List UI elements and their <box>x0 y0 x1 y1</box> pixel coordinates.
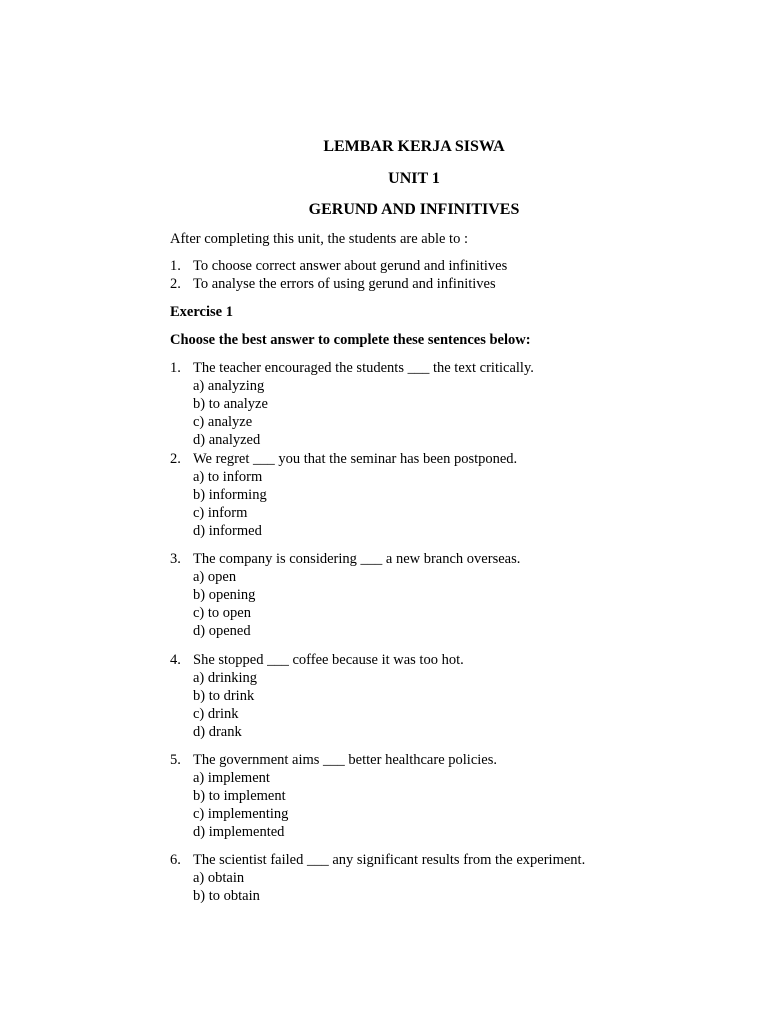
question-text: The teacher encouraged the students ___ the text critically. <box>193 360 534 376</box>
question-stem <box>170 851 730 869</box>
exercise-title: Exercise 1 <box>170 304 233 320</box>
answer-option: b) to analyze <box>193 396 268 412</box>
objectives-list <box>170 257 730 293</box>
answer-option: c) drink <box>193 706 239 722</box>
question-number: 1. <box>170 360 181 376</box>
topic-title: GERUND AND INFINITIVES <box>308 201 520 218</box>
question-text: We regret ___ you that the seminar has been postponed. <box>193 451 518 467</box>
question-number: 5. <box>170 752 181 768</box>
question-stem <box>170 751 730 769</box>
answer-option: b) to drink <box>193 688 255 704</box>
question-number: 6. <box>170 852 181 868</box>
objective-item <box>170 257 730 275</box>
answer-option: c) analyze <box>193 414 253 430</box>
answer-option: a) to inform <box>193 469 263 485</box>
worksheet-title: LEMBAR KERJA SISWA <box>323 138 505 155</box>
objective-number: 2. <box>170 276 181 292</box>
objective-item <box>170 275 730 293</box>
question-text: The scientist failed ___ any significant results from the experiment. <box>193 852 586 868</box>
question-number: 4. <box>170 652 181 668</box>
answer-option: a) drinking <box>193 670 258 686</box>
answer-option: a) open <box>193 569 237 585</box>
answer-option: d) implemented <box>193 824 285 840</box>
objective-text: To choose correct answer about gerund and infinitives <box>193 258 508 274</box>
answer-option: b) informing <box>193 487 267 503</box>
unit-title: UNIT 1 <box>388 170 440 187</box>
question-item <box>170 550 730 640</box>
answer-option: d) analyzed <box>193 432 261 448</box>
answer-option: c) inform <box>193 505 248 521</box>
objective-text: To analyse the errors of using gerund and infinitives <box>193 276 496 292</box>
question-stem <box>170 450 730 468</box>
answer-option: a) obtain <box>193 870 245 886</box>
question-item <box>170 651 730 741</box>
answer-option: c) implementing <box>193 806 289 822</box>
question-number: 2. <box>170 451 181 467</box>
question-stem <box>170 359 730 377</box>
question-stem <box>170 651 730 669</box>
question-text: The company is considering ___ a new branch overseas. <box>193 551 521 567</box>
question-item <box>170 450 730 540</box>
exercise-instruction: Choose the best answer to complete these sentences below: <box>170 332 531 348</box>
answer-option: d) drank <box>193 724 242 740</box>
question-item <box>170 359 730 449</box>
question-text: She stopped ___ coffee because it was too hot. <box>193 652 464 668</box>
answer-option: a) analyzing <box>193 378 265 394</box>
intro-text: After completing this unit, the students are able to : <box>170 231 468 247</box>
answer-option: b) opening <box>193 587 256 603</box>
question-item <box>170 851 730 905</box>
answer-option: d) opened <box>193 623 251 639</box>
answer-option: d) informed <box>193 523 262 539</box>
question-item <box>170 751 730 841</box>
answer-option: c) to open <box>193 605 251 621</box>
answer-option: b) to implement <box>193 788 286 804</box>
question-text: The government aims ___ better healthcare policies. <box>193 752 497 768</box>
objective-number: 1. <box>170 258 181 274</box>
answer-option: a) implement <box>193 770 270 786</box>
question-stem <box>170 550 730 568</box>
answer-option: b) to obtain <box>193 888 260 904</box>
question-number: 3. <box>170 551 181 567</box>
